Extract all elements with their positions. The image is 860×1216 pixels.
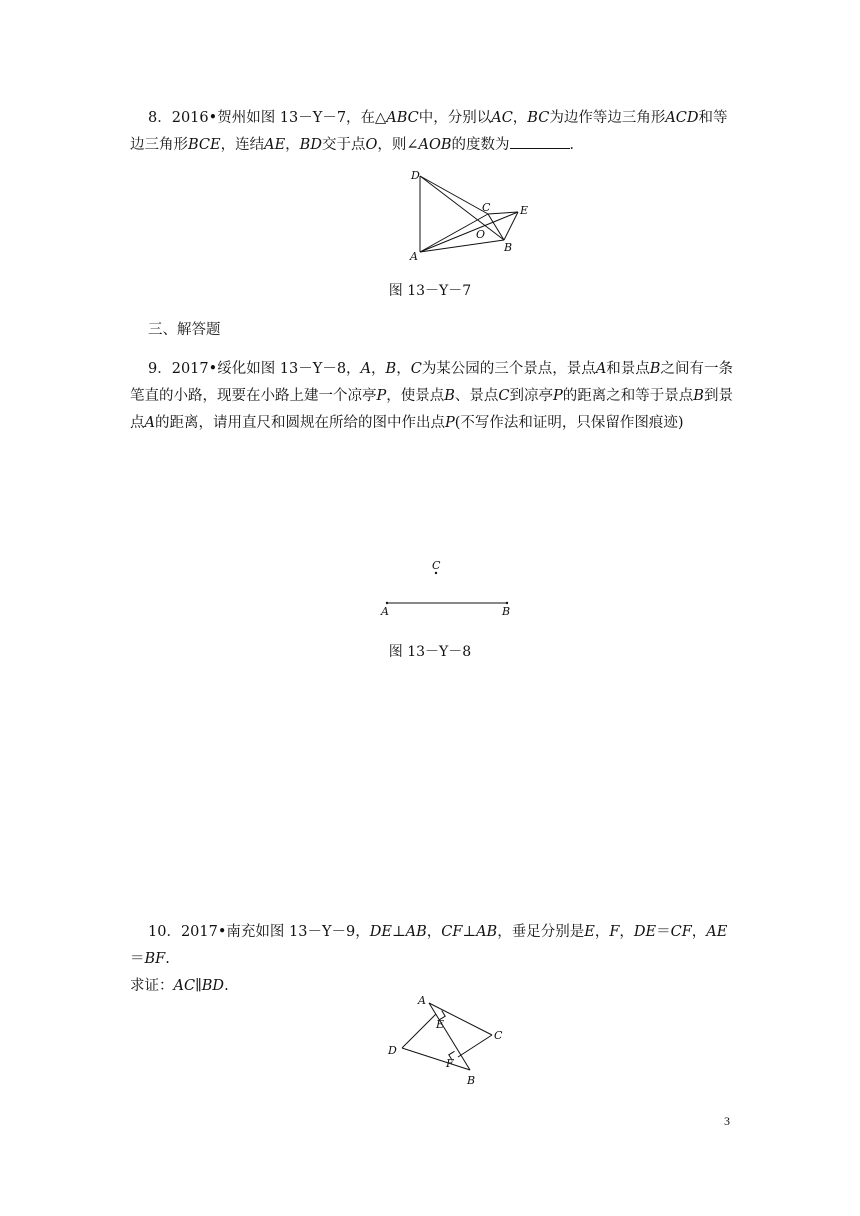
figure-13-y-9 xyxy=(380,990,515,1090)
answer-blank[interactable] xyxy=(510,134,570,149)
point-A xyxy=(386,602,388,604)
segment-CF xyxy=(458,1035,492,1057)
label-C: C xyxy=(482,201,491,214)
segment-DE xyxy=(402,1014,436,1048)
label-A: A xyxy=(381,605,389,618)
label-A: A xyxy=(418,994,426,1007)
question-9: 9．2017•绥化如图 13－Y－8，A，B，C为某公园的三个景点，景点A和景点B之间有一条笔直的小路，现要在小路上建一个凉亭P，使景点B、景点C到凉亭P的距离之和等于景点B到景点A的距离，请用直尺和圆规在所给的图中作出点P(不写作法和证明，只保留作图痕迹) xyxy=(130,361,733,431)
figure-13-y-8 xyxy=(375,555,525,625)
segment-CB xyxy=(488,214,504,240)
figure-caption-8: 图 13－Y－8 xyxy=(388,644,472,660)
figure-caption-7: 图 13－Y－7 xyxy=(388,283,472,299)
segment-DB xyxy=(402,1048,470,1070)
label-B: B xyxy=(467,1074,476,1087)
label-D: D xyxy=(411,169,420,182)
label-C: C xyxy=(432,559,441,572)
page-number: 3 xyxy=(724,1114,730,1128)
label-E: E xyxy=(520,204,529,217)
figure-13-y-7 xyxy=(400,168,540,268)
label-C: C xyxy=(494,1029,503,1042)
label-B: B xyxy=(502,605,511,618)
segment-AB xyxy=(420,240,504,252)
point-C xyxy=(435,572,437,574)
label-O: O xyxy=(476,228,486,241)
label-F: F xyxy=(446,1057,454,1070)
point-B xyxy=(506,602,508,604)
question-8: 8．2016•贺州如图 13－Y－7，在△ABC中，分别以AC，BC为边作等边三角形ACD和等边三角形BCE，连结AE，BD交于点O，则∠AOB的度数为 ． xyxy=(130,110,728,153)
section-title: 三、解答题 xyxy=(148,322,221,338)
label-D: D xyxy=(388,1044,397,1057)
segment-DB xyxy=(420,176,504,240)
label-B: B xyxy=(504,241,513,254)
label-E: E xyxy=(436,1018,445,1031)
segment-EB xyxy=(504,212,518,240)
segment-DC xyxy=(420,176,488,214)
label-A: A xyxy=(410,250,418,263)
question-10: 10．2017•南充如图 13－Y－9，DE⊥AB，CF⊥AB，垂足分别是E，F，DE＝CF，AE＝BF. 求证：AC∥BD. xyxy=(130,924,728,994)
